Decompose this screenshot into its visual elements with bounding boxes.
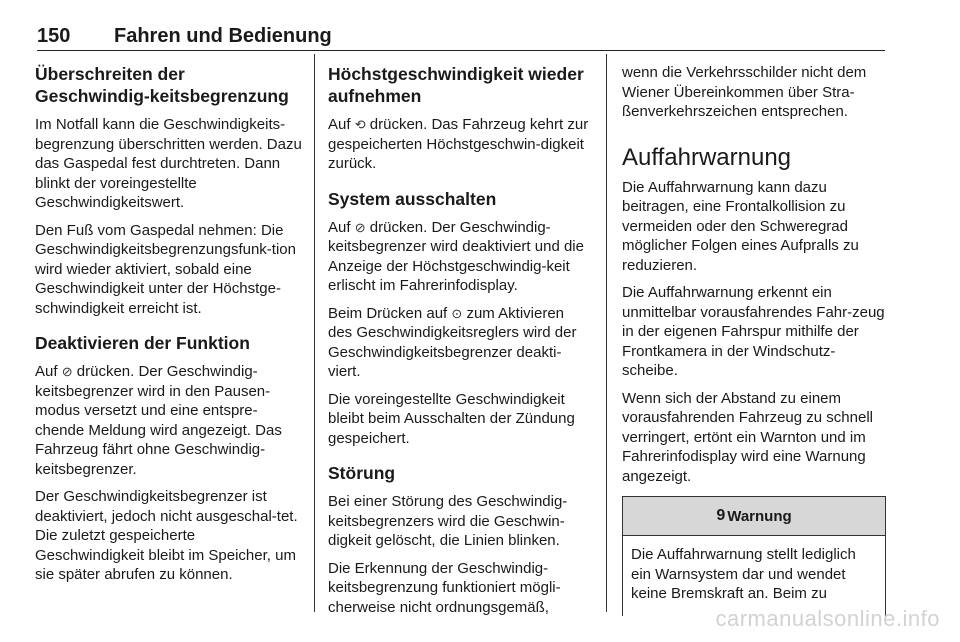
section-heading: Störung: [328, 463, 396, 483]
chapter-title: Fahren und Bedienung: [114, 25, 332, 47]
text: drücken. Der Geschwindig-keitsbegrenzer wird deaktiviert und die Anzeige der Höchstgeschwindig-keit erlischt im Fahrerinfodisplay.: [328, 218, 584, 294]
text: Beim Drücken auf: [328, 304, 448, 322]
column-divider: [314, 54, 315, 612]
cruise-control-icon: ⊙: [451, 305, 463, 321]
paragraph: Die Erkennung der Geschwindig-keitsbegrenzung funktioniert mögli-cherweise nicht ordnungsgemäß,: [328, 559, 561, 616]
paragraph: [35, 362, 303, 479]
text: Auf: [35, 363, 58, 380]
warning-body: [623, 536, 885, 616]
section-heading: System ausschalten: [328, 188, 497, 209]
warning-title: Warnung: [727, 507, 792, 525]
text: Auf: [328, 116, 351, 133]
column-3: [622, 63, 886, 616]
paragraph: Die Auffahrwarnung erkennt ein unmittelbar vorausfahrendes Fahr-zeug in der eigenen Fahrspur mithilfe der Frontkamera in der Windschutz-scheibe.: [622, 284, 885, 379]
resume-button-icon: ⟲: [354, 117, 366, 132]
text: drücken. Der Geschwindig-keitsbegrenzer wird in den Pausen-modus versetzt und eine entspre-chende Meldung wird angezeigt. Das Fahrzeug fährt ohne Geschwindig-keitsbegrenzer.: [35, 363, 282, 478]
text: Auf: [328, 218, 351, 236]
paragraph: [328, 218, 590, 296]
warning-box: [622, 496, 886, 616]
text: zum Aktivieren des Geschwindigkeitsreglers wird der Geschwindigkeitsbegrenzer deakti-viert.: [328, 304, 577, 380]
section-heading: Höchstgeschwindigkeit wieder aufnehmen: [328, 64, 584, 106]
paragraph: [328, 115, 590, 174]
main-heading: Auffahrwarnung: [622, 143, 792, 171]
page-number: 150: [37, 25, 71, 47]
paragraph: wenn die Verkehrsschilder nicht dem Wiener Übereinkommen über Stra-ßenverkehrszeichen entsprechen.: [622, 64, 867, 120]
column-1: [35, 63, 303, 593]
paragraph: Der Geschwindigkeitsbegrenzer ist deaktiviert, jedoch nicht ausgeschal-tet. Die zuletzt gespeicherte Geschwindigkeit bleibt im Speicher, um sie später abrufen zu können.: [35, 488, 298, 583]
paragraph: Wenn sich der Abstand zu einem vorausfahrenden Fahrzeug zu schnell verringert, ertönt ein Warnton und im Fahrerinfodisplay wird eine Warnung angezeigt.: [622, 389, 873, 485]
paragraph: Die voreingestellte Geschwindigkeit bleibt beim Ausschalten der Zündung gespeichert.: [328, 390, 575, 447]
paragraph: Bei einer Störung des Geschwindig-keitsbegrenzers wird die Geschwin-digkeit gelöscht, die Linien blinken.: [328, 493, 568, 549]
section-heading: Deaktivieren der Funktion: [35, 333, 250, 353]
column-divider: [606, 54, 607, 612]
paragraph: Die Auffahrwarnung kann dazu beitragen, eine Frontalkollision zu vermeiden oder den Schweregrad möglicher Folgen eines Aufpralls zu reduzieren.: [622, 178, 859, 274]
watermark: carmanualsonline.info: [715, 606, 940, 631]
warning-text: Die Auffahrwarnung stellt lediglich ein Warnsystem dar und wendet keine Bremskraft an. Beim zu: [631, 546, 856, 602]
section-heading: Überschreiten der Geschwindig-keitsbegrenzung: [35, 64, 289, 106]
text: drücken. Das Fahrzeug kehrt zur gespeicherten Höchstgeschwin-digkeit zurück.: [328, 116, 589, 172]
off-button-icon: ⊘: [354, 219, 366, 235]
paragraph: Im Notfall kann die Geschwindigkeits-begrenzung überschritten werden. Dazu das Gaspedal fest durchtreten. Dann blinkt der voreingestellte Geschwindigkeitswert.: [35, 116, 302, 211]
paragraph: Den Fuß vom Gaspedal nehmen: Die Geschwindigkeitsbegrenzungsfunk-tion wird wieder aktiviert, sobald eine Geschwindigkeit unter der Höchstge-schwindigkeit erreicht ist.: [35, 221, 296, 317]
paragraph: [328, 304, 590, 382]
column-2: [328, 63, 590, 625]
page-header: [37, 22, 885, 51]
warning-triangle-icon: 9: [716, 507, 726, 524]
pause-button-icon: ⊘: [61, 364, 73, 379]
warning-header: [623, 497, 885, 536]
